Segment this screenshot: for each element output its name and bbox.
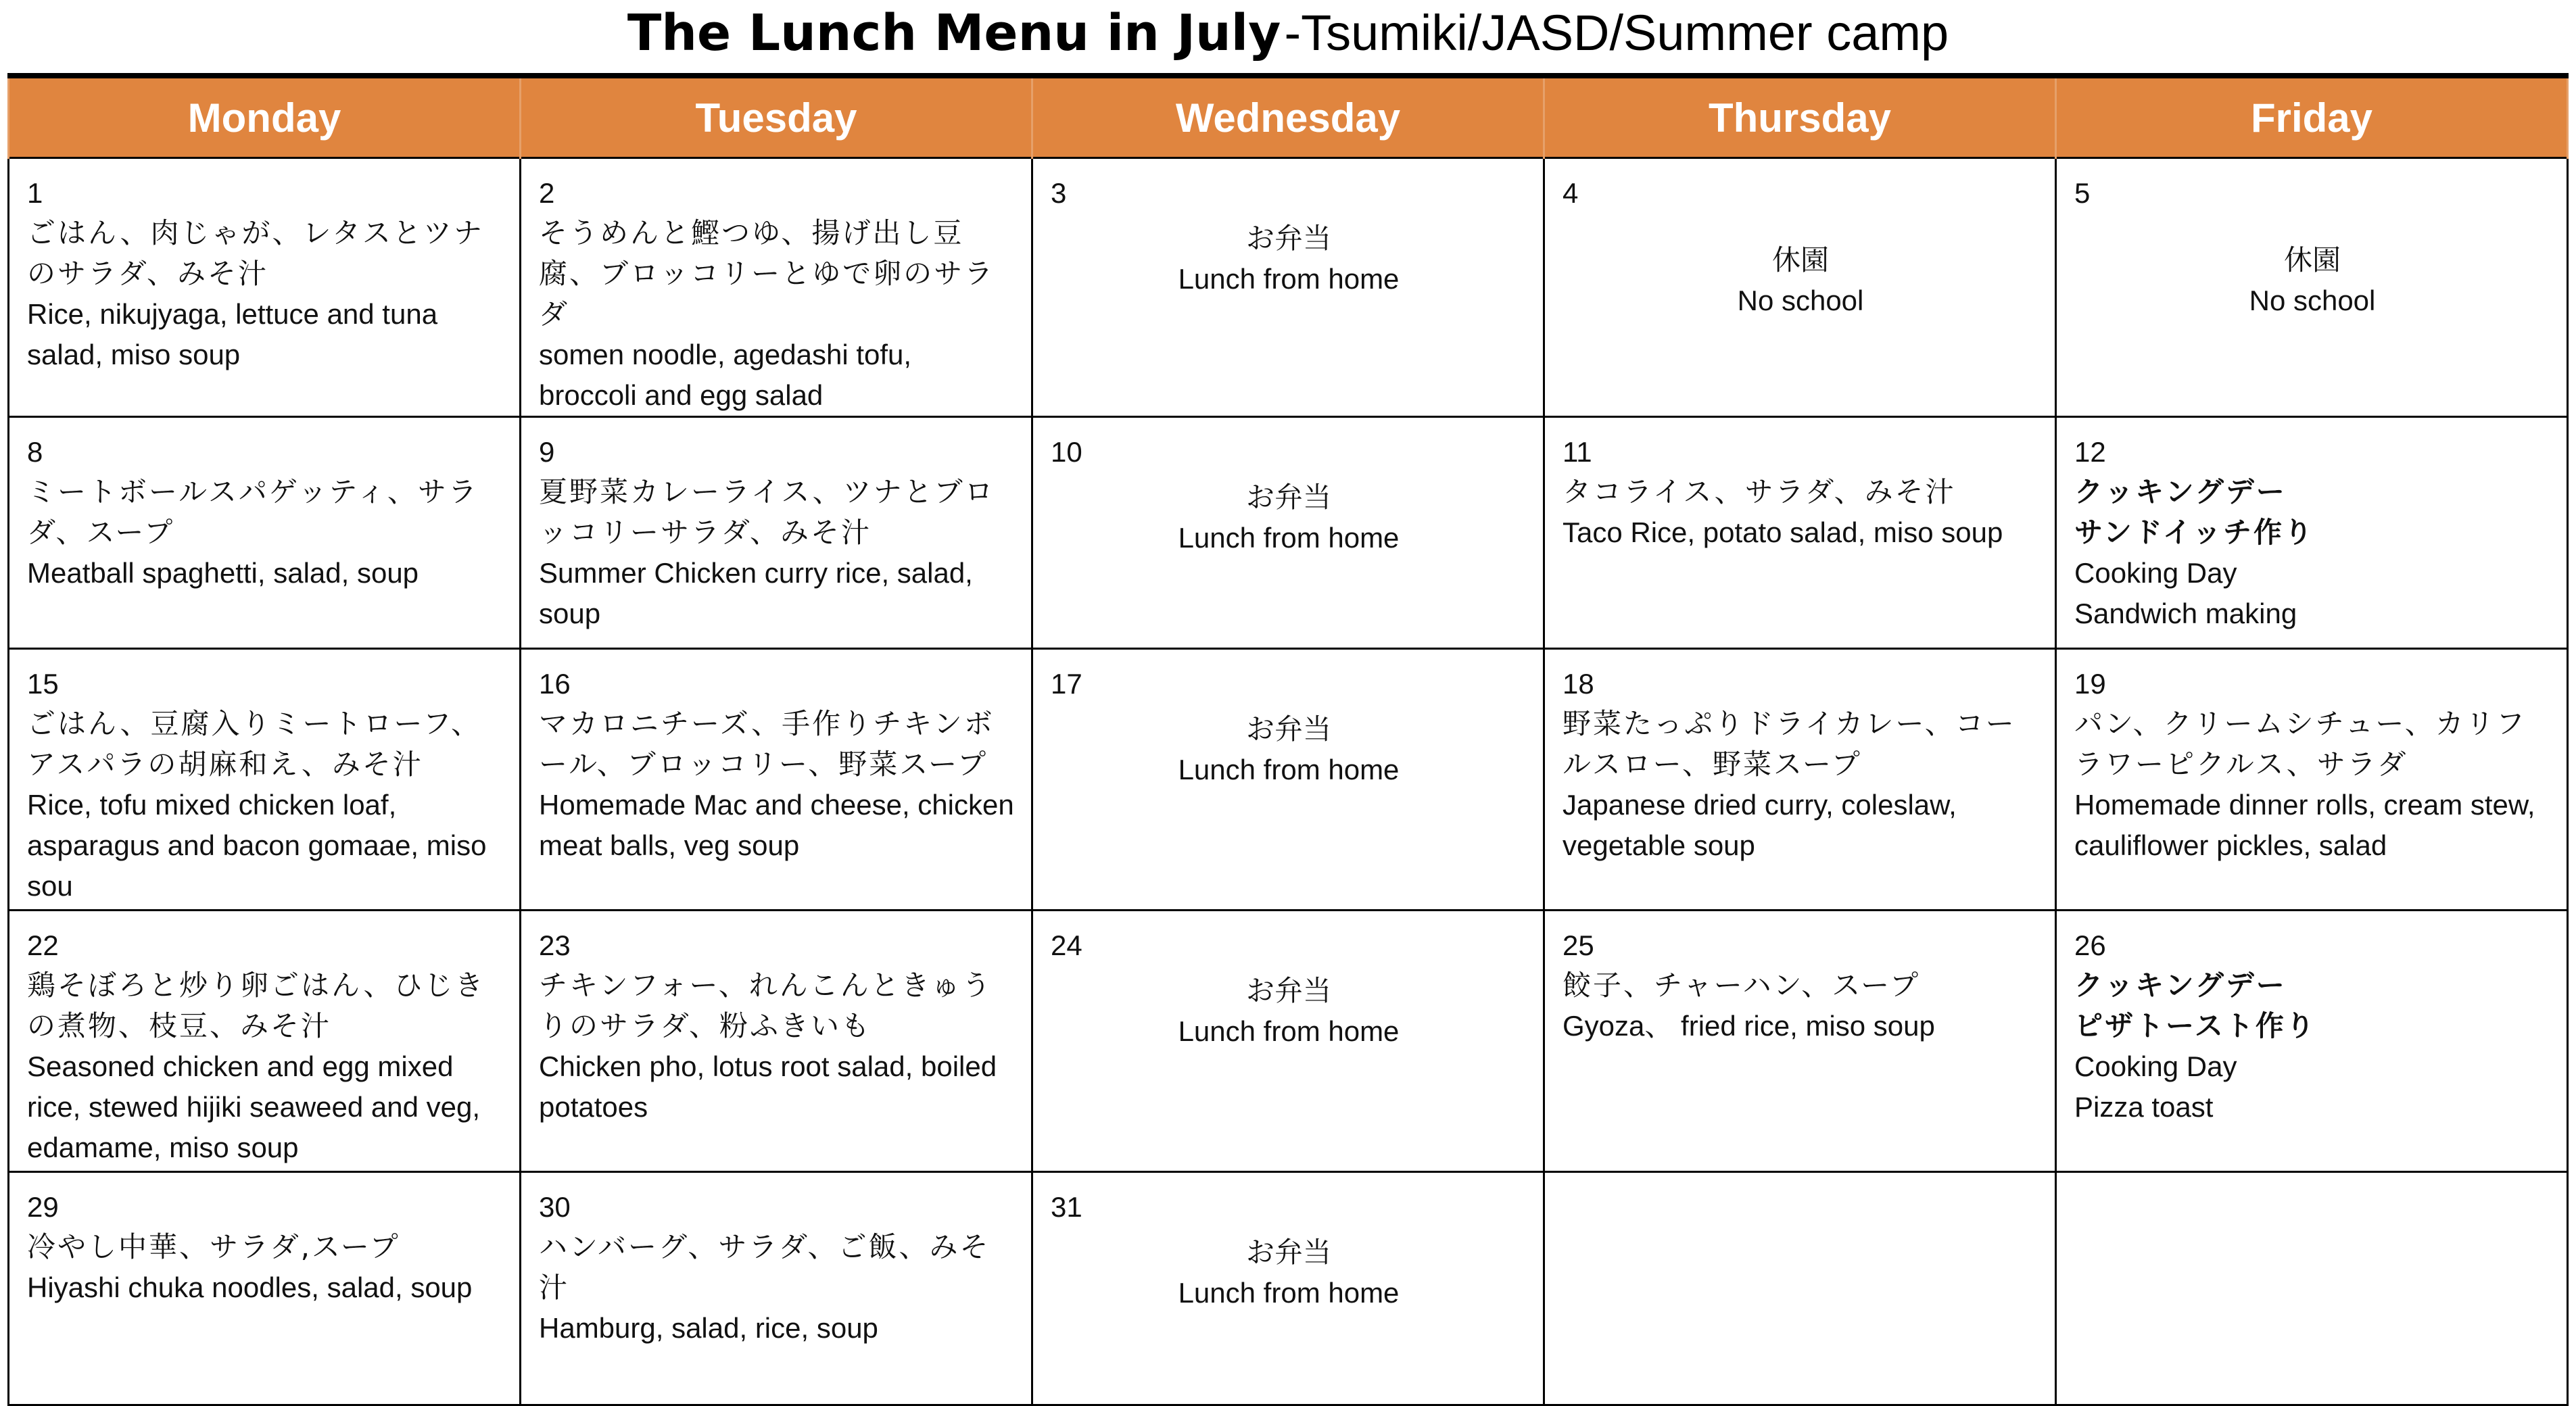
week-row <box>9 911 2568 1172</box>
empty-day-cell <box>2056 1172 2568 1405</box>
menu-english: somen noodle, agedashi tofu, broccoli and egg salad <box>539 339 912 411</box>
day-number: 18 <box>1563 668 1594 700</box>
day-cell <box>1544 158 2056 417</box>
day-cell <box>9 649 521 911</box>
day-cell <box>2056 158 2568 417</box>
day-cell <box>2056 649 2568 911</box>
day-cell <box>9 417 521 649</box>
menu-japanese: 冷やし中華、サラダ,スープ <box>27 1230 400 1263</box>
day-cell <box>1032 649 1544 911</box>
day-number: 22 <box>27 929 59 961</box>
menu-japanese: 休園 <box>1771 243 1829 276</box>
menu-japanese: お弁当 <box>1245 222 1331 255</box>
day-number: 1 <box>27 177 43 209</box>
day-number: 12 <box>2074 436 2106 468</box>
menu-english: Hiyashi chuka noodles, salad, soup <box>27 1271 473 1303</box>
menu-english: Chicken pho, lotus root salad, boiled potatoes <box>539 1050 997 1123</box>
page-title <box>0 0 2576 71</box>
menu-japanese: タコライス、サラダ、みそ汁 <box>1563 475 1956 508</box>
day-cell <box>9 1172 521 1405</box>
menu-japanese: ハンバーグ、サラダ、ご飯、みそ汁 <box>539 1230 991 1304</box>
week-row <box>9 158 2568 417</box>
menu-japanese: ミートボールスパゲッティ、サラダ、スープ <box>27 475 479 549</box>
day-cell <box>9 158 521 417</box>
title-subtitle: -Tsumiki/JASD/Summer camp <box>1284 5 1949 61</box>
header-tuesday: Tuesday <box>521 78 1032 158</box>
menu-japanese: チキンフォー、れんこんときゅうりのサラダ、粉ふきいも <box>539 969 993 1042</box>
day-number: 5 <box>2074 177 2091 209</box>
cooking-activity-english: Sandwich making <box>2074 598 2297 629</box>
no-school-block <box>2074 240 2550 321</box>
menu-english: Homemade dinner rolls, cream stew, cauliflower pickles, salad <box>2074 789 2535 861</box>
menu-japanese: 餃子、チャーハン、スープ <box>1563 969 1921 1002</box>
title-main: The Lunch Menu in July <box>627 4 1281 62</box>
cooking-day-english: Cooking Day <box>2074 557 2237 589</box>
day-number: 23 <box>539 929 571 961</box>
lunch-from-home-block <box>1051 971 1527 1052</box>
header-wednesday: Wednesday <box>1032 78 1544 158</box>
day-number: 25 <box>1563 929 1594 961</box>
day-cell <box>1544 911 2056 1172</box>
day-cell <box>521 158 1032 417</box>
header-thursday: Thursday <box>1544 78 2056 158</box>
week-row <box>9 649 2568 911</box>
lunch-from-home-block <box>1051 1232 1527 1313</box>
empty-day-cell <box>1544 1172 2056 1405</box>
menu-english: Taco Rice, potato salad, miso soup <box>1563 516 2003 548</box>
cooking-day-english: Cooking Day <box>2074 1050 2237 1082</box>
menu-english: Lunch from home <box>1178 263 1400 295</box>
day-cell <box>2056 417 2568 649</box>
day-cell <box>1032 1172 1544 1405</box>
menu-japanese: 休園 <box>2283 243 2341 276</box>
lunch-from-home-block <box>1051 709 1527 790</box>
menu-japanese: そうめんと鰹つゆ、揚げ出し豆腐、ブロッコリーとゆで卵のサラダ <box>539 216 995 331</box>
menu-english: Rice, nikujyaga, lettuce and tuna salad, miso soup <box>27 298 438 370</box>
menu-japanese: 夏野菜カレーライス、ツナとブロッコリーサラダ、みそ汁 <box>539 475 995 549</box>
week-row <box>9 1172 2568 1405</box>
menu-japanese: ごはん、豆腐入りミートローフ、アスパラの胡麻和え、みそ汁 <box>27 707 482 781</box>
cooking-activity-english: Pizza toast <box>2074 1091 2214 1123</box>
cooking-day-japanese: クッキングデー <box>2074 475 2287 508</box>
day-cell <box>2056 911 2568 1172</box>
day-number: 17 <box>1051 668 1082 700</box>
menu-japanese: 野菜たっぷりドライカレー、コールスロー、野菜スープ <box>1563 707 2016 781</box>
menu-japanese: お弁当 <box>1245 1236 1331 1269</box>
menu-japanese: お弁当 <box>1245 974 1331 1007</box>
day-number: 2 <box>539 177 555 209</box>
menu-english: Gyoza、 fried rice, miso soup <box>1563 1010 1935 1042</box>
menu-japanese: お弁当 <box>1245 481 1331 514</box>
menu-english: Lunch from home <box>1178 522 1400 554</box>
day-number: 15 <box>27 668 59 700</box>
day-number: 30 <box>539 1191 571 1223</box>
menu-english: Homemade Mac and cheese, chicken meat balls, veg soup <box>539 789 1014 861</box>
day-cell <box>1032 911 1544 1172</box>
day-number: 24 <box>1051 929 1082 961</box>
day-cell <box>521 649 1032 911</box>
day-number: 19 <box>2074 668 2106 700</box>
lunch-from-home-block <box>1051 218 1527 299</box>
header-monday: Monday <box>9 78 521 158</box>
menu-english: Japanese dried curry, coleslaw, vegetable soup <box>1563 789 1957 861</box>
day-cell <box>1032 417 1544 649</box>
menu-japanese: お弁当 <box>1245 712 1331 746</box>
cooking-activity-japanese: サンドイッチ作り <box>2074 516 2314 549</box>
menu-english: Lunch from home <box>1178 754 1400 785</box>
no-school-block <box>1563 240 2038 321</box>
menu-japanese: ごはん、肉じゃが、レタスとツナのサラダ、みそ汁 <box>27 216 484 290</box>
menu-table <box>7 78 2569 1406</box>
day-number: 11 <box>1563 436 1592 468</box>
day-cell <box>1544 649 2056 911</box>
day-number: 3 <box>1051 177 1067 209</box>
cooking-day-japanese: クッキングデー <box>2074 969 2287 1002</box>
menu-english: Hamburg, salad, rice, soup <box>539 1312 878 1344</box>
day-number: 29 <box>27 1191 59 1223</box>
lunch-from-home-block <box>1051 477 1527 558</box>
day-number: 8 <box>27 436 43 468</box>
day-cell <box>1544 417 2056 649</box>
menu-english: Rice, tofu mixed chicken loaf, asparagus and bacon gomaae, miso sou <box>27 789 487 902</box>
menu-japanese: パン、クリームシチュー、カリフラワーピクルス、サラダ <box>2074 707 2527 781</box>
menu-english: Lunch from home <box>1178 1277 1400 1309</box>
day-number: 16 <box>539 668 571 700</box>
day-cell <box>1032 158 1544 417</box>
menu-english: Lunch from home <box>1178 1015 1400 1047</box>
day-cell <box>9 911 521 1172</box>
header-friday: Friday <box>2056 78 2568 158</box>
weekday-header-row <box>9 78 2568 158</box>
menu-english: Meatball spaghetti, salad, soup <box>27 557 419 589</box>
menu-english: No school <box>1737 285 1864 316</box>
menu-english: Summer Chicken curry rice, salad, soup <box>539 557 973 629</box>
day-number: 31 <box>1051 1191 1082 1223</box>
menu-english: No school <box>2249 285 2376 316</box>
day-cell <box>521 911 1032 1172</box>
day-cell <box>521 417 1032 649</box>
day-number: 10 <box>1051 436 1082 468</box>
lunch-calendar <box>7 73 2569 1371</box>
day-number: 4 <box>1563 177 1579 209</box>
menu-japanese: 鶏そぼろと炒り卵ごはん、ひじきの煮物、枝豆、みそ汁 <box>27 969 485 1042</box>
week-row <box>9 417 2568 649</box>
day-number: 9 <box>539 436 555 468</box>
day-cell <box>521 1172 1032 1405</box>
day-number: 26 <box>2074 929 2106 961</box>
menu-japanese: マカロニチーズ、手作りチキンボール、ブロッコリー、野菜スープ <box>539 707 995 781</box>
menu-english: Seasoned chicken and egg mixed rice, stewed hijiki seaweed and veg, edamame, miso soup <box>27 1050 481 1163</box>
cooking-activity-japanese: ピザトースト作り <box>2074 1009 2316 1042</box>
